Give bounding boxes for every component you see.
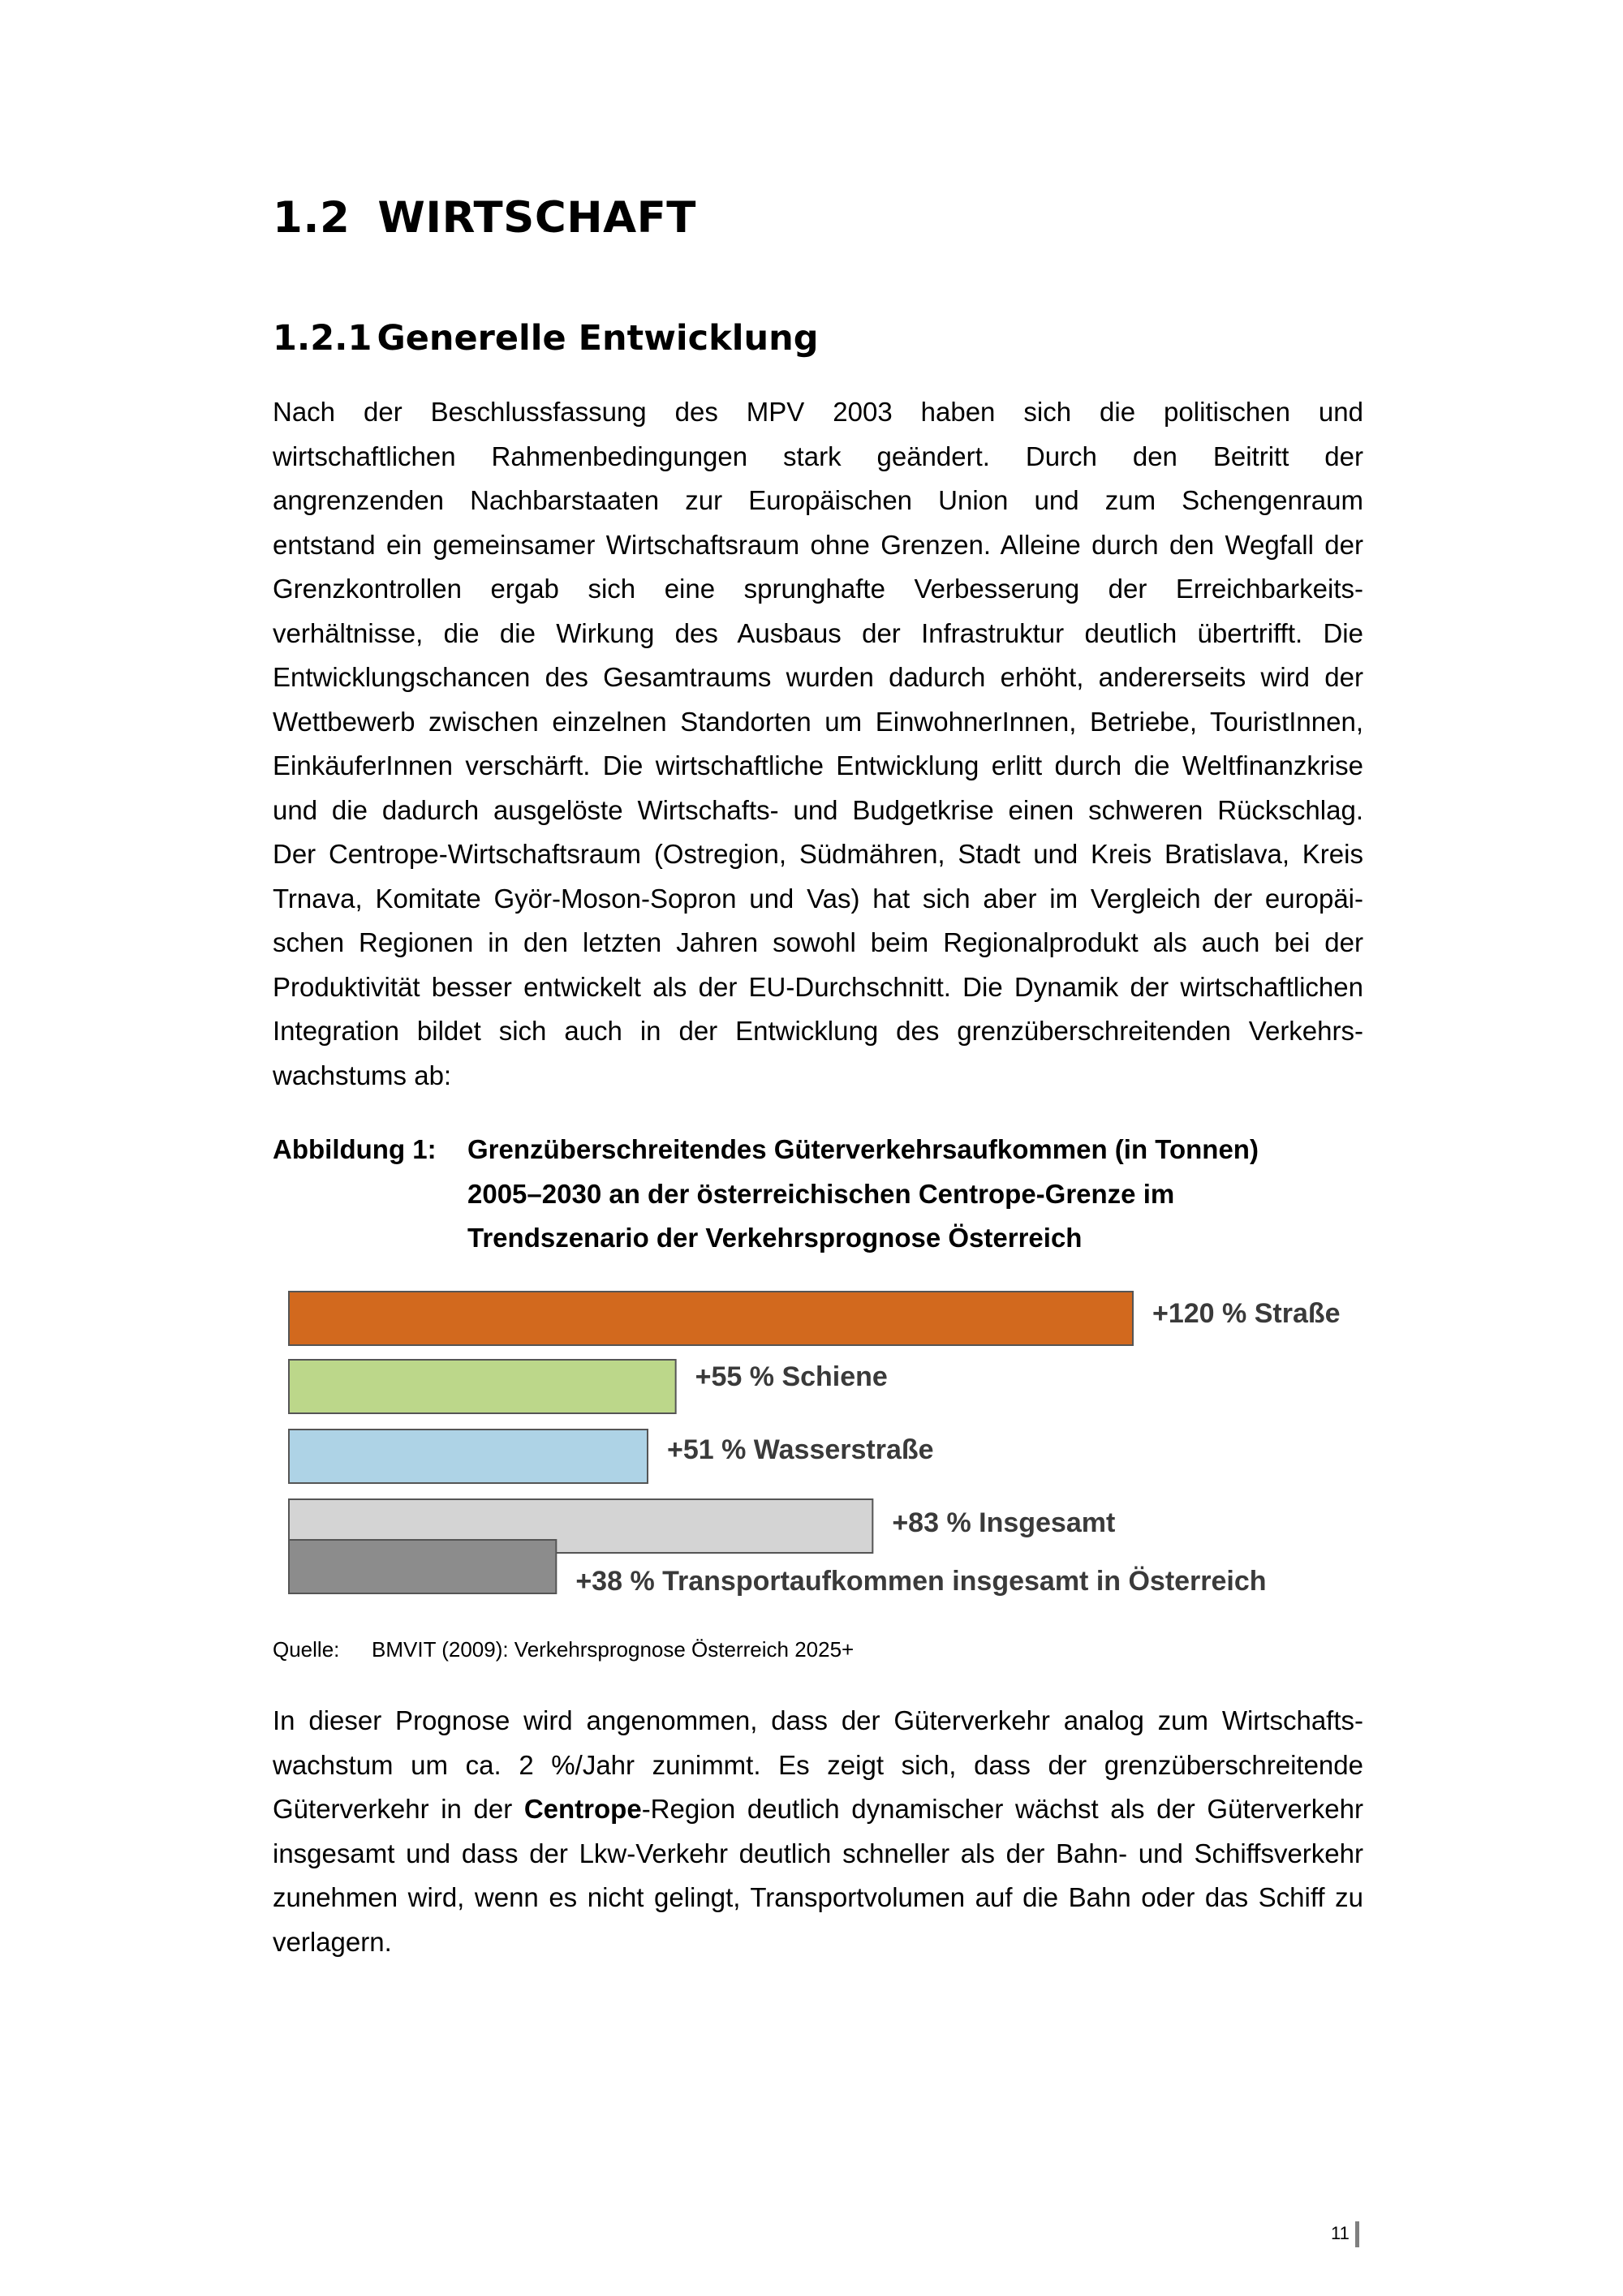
paragraph-line: schen Regionen in den letzten Jahren sowohl beim Regionalprodukt als auch bei der (273, 927, 1363, 957)
paragraph-line (273, 1832, 1363, 1877)
source-label: Quelle: (273, 1637, 340, 1662)
line-segment: -Region deutlich dynamischer wächst als der Güterverkehr (641, 1794, 1363, 1824)
paragraph-line: Nach der Beschlussfassung des MPV 2003 haben sich die politischen und (273, 397, 1363, 427)
paragraph-line: angrenzenden Nachbarstaaten zur Europäischen Union und zum Schengenraum (273, 485, 1363, 515)
line-segment: Güterverkehr in der (273, 1794, 524, 1824)
caption-line: Grenzüberschreitendes Güterverkehrsaufkommen (in Tonnen) (467, 1134, 1259, 1164)
page-number-bar (1355, 2221, 1359, 2247)
line-segment: zunehmen wird, wenn es nicht gelingt, Transportvolumen auf die Bahn oder das Schiff zu (273, 1882, 1363, 1912)
line-segment: wachstum um ca. 2 %/Jahr zunimmt. Es zeigt sich, dass der grenzüberschreitende (273, 1749, 1363, 1780)
emphasis-text: Centrope (523, 1794, 642, 1824)
paragraph-line: Wettbewerb zwischen einzelnen Standorten um EinwohnerInnen, Betriebe, TouristInnen, (273, 706, 1363, 737)
paragraph-line: wirtschaftlichen Rahmenbedingungen stark geändert. Durch den Beitritt der (273, 441, 1363, 471)
figure-source (273, 1637, 854, 1662)
subsection-title: Generelle Entwicklung (377, 318, 819, 359)
paragraph-line (273, 1787, 1363, 1832)
bar-label-2: +51 % Wasserstraße (667, 1434, 934, 1465)
caption-line: Trendszenario der Verkehrsprognose Österreich (467, 1223, 1083, 1253)
paragraph-line: Entwicklungschancen des Gesamtraums wurden dadurch erhöht, andererseits wird der (273, 662, 1363, 692)
paragraph-line: Integration bildet sich auch in der Entwicklung des grenzüberschreitenden Verkehrs- (273, 1016, 1363, 1046)
paragraph-line: Trnava, Komitate Györ-Moson-Sopron und Vas) hat sich aber im Vergleich der europäi- (273, 883, 1363, 914)
bar-4 (289, 1540, 556, 1593)
bar-label-4: +38 % Transportaufkommen insgesamt in Österreich (575, 1566, 1267, 1597)
chart-canvas (276, 1274, 1388, 1615)
bar-label-3: +83 % Insgesamt (892, 1507, 1116, 1538)
freight-growth-chart (276, 1274, 1388, 1615)
page-number: 11 (1331, 2223, 1350, 2243)
section-title: WIRTSCHAFT (377, 193, 696, 243)
section-number: 1.2 (273, 193, 351, 243)
figure-caption-text (467, 1128, 1409, 1261)
subsection-heading (273, 318, 819, 359)
line-segment: verlagern. (273, 1926, 392, 1957)
intro-paragraph (273, 390, 1363, 1098)
paragraph-line: wachstums ab: (273, 1060, 452, 1090)
paragraph-line: Produktivität besser entwickelt als der EU-Durchschnitt. Die Dynamik der wirtschaftlichen (273, 971, 1363, 1002)
line-segment: insgesamt und dass der Lkw-Verkehr deutlich schneller als der Bahn- und Schiffsverkehr (273, 1838, 1363, 1868)
bar-label-1: +55 % Schiene (695, 1361, 888, 1392)
paragraph-line (273, 1743, 1363, 1788)
source-text: BMVIT (2009): Verkehrsprognose Österreich 2025+ (372, 1637, 855, 1662)
bar-label-0: +120 % Straße (1152, 1298, 1341, 1329)
paragraph-line: Grenzkontrollen ergab sich eine sprunghafte Verbesserung der Erreichbarkeits- (273, 574, 1363, 604)
line-segment: In dieser Prognose wird angenommen, dass der Güterverkehr analog zum Wirtschafts- (273, 1705, 1363, 1735)
paragraph-line (273, 1876, 1363, 1920)
conclusion-paragraph (273, 1699, 1363, 1964)
paragraph-line (273, 1699, 1363, 1743)
section-heading (273, 193, 696, 243)
paragraph-line (273, 1920, 1363, 1965)
bar-1 (289, 1360, 676, 1413)
paragraph-line: EinkäuferInnen verschärft. Die wirtschaftliche Entwicklung erlitt durch die Weltfinanzkrise (273, 750, 1363, 780)
caption-line: 2005–2030 an der österreichischen Centrope-Grenze im (467, 1178, 1175, 1209)
paragraph-line: entstand ein gemeinsamer Wirtschaftsraum ohne Grenzen. Alleine durch den Wegfall der (273, 529, 1363, 560)
paragraph-line: verhältnisse, die die Wirkung des Ausbaus der Infrastruktur deutlich übertrifft. Die (273, 617, 1363, 648)
bar-0 (289, 1292, 1133, 1345)
figure-label: Abbildung 1: (273, 1134, 437, 1164)
paragraph-line: Der Centrope-Wirtschaftsraum (Ostregion, Südmähren, Stadt und Kreis Bratislava, Kreis (273, 839, 1363, 869)
bar-2 (289, 1430, 648, 1483)
paragraph-line: und die dadurch ausgelöste Wirtschafts- und Budgetkrise einen schweren Rückschlag. (273, 794, 1363, 825)
subsection-number: 1.2.1 (273, 318, 372, 359)
